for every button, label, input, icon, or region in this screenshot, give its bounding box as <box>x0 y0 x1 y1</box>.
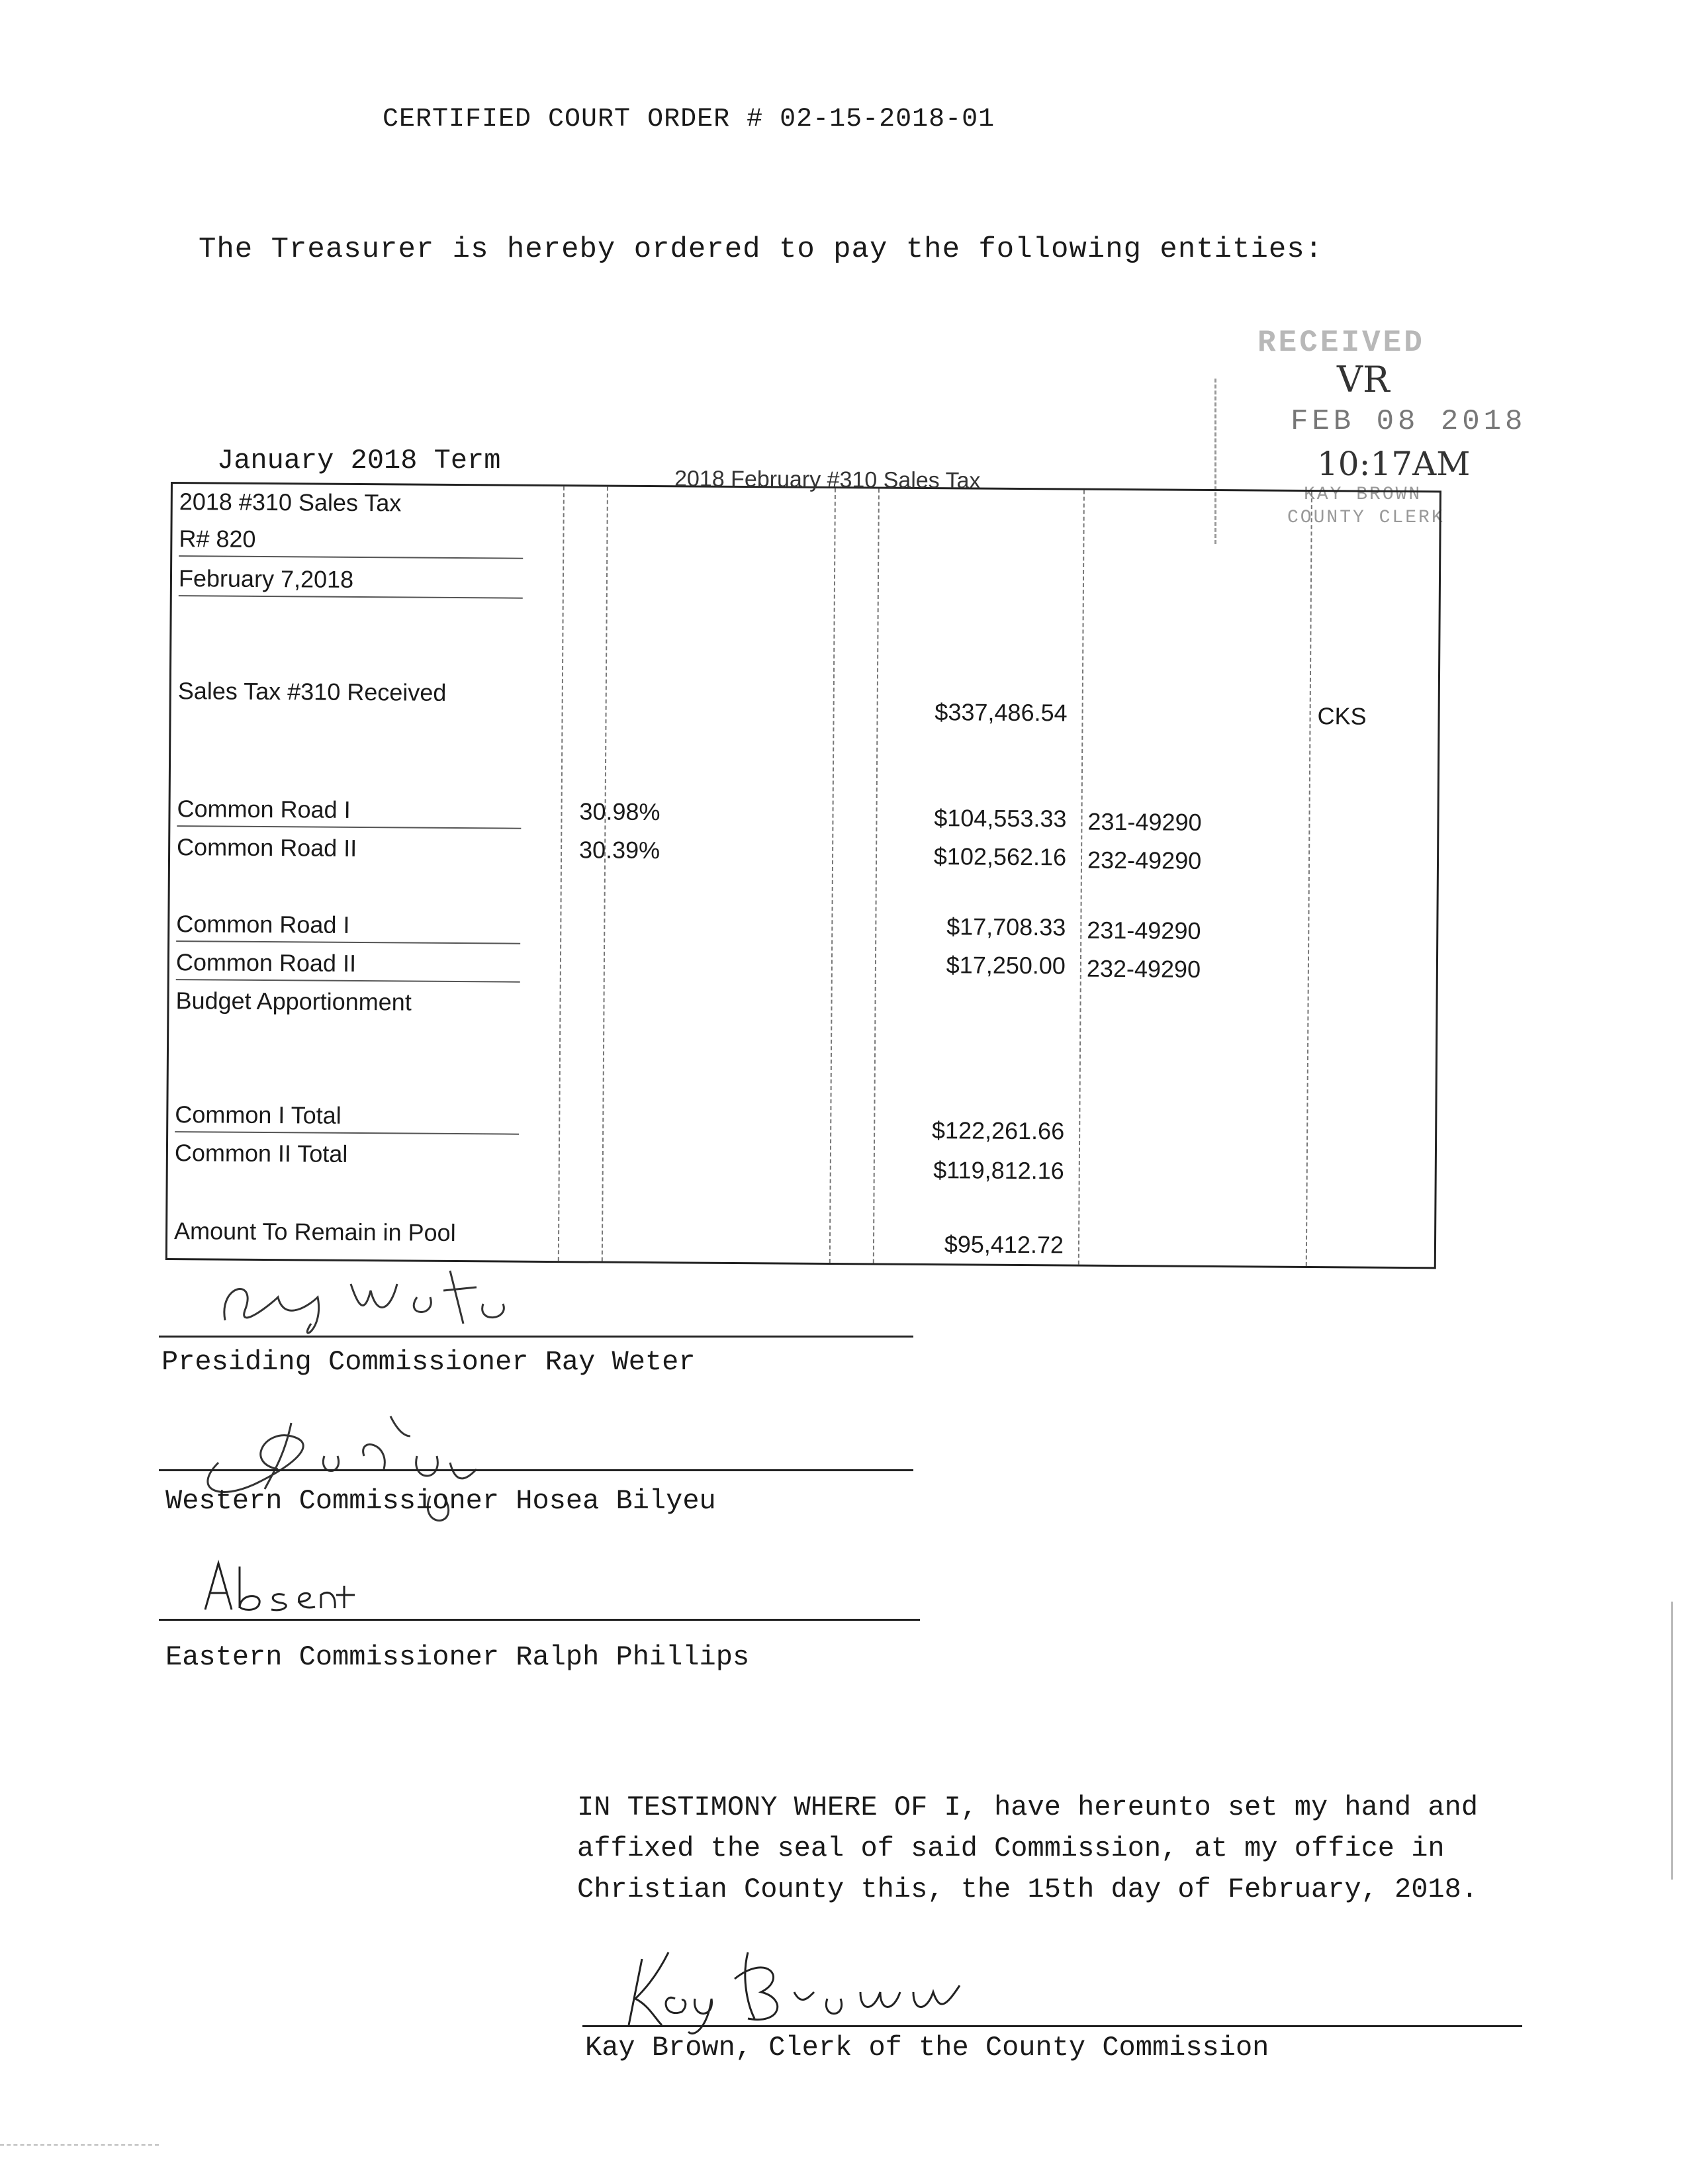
row-underline <box>179 555 523 559</box>
order-title: CERTIFIED COURT ORDER # 02-15-2018-01 <box>383 105 995 134</box>
row-amount: $95,412.72 <box>944 1230 1064 1259</box>
row-amount: $119,812.16 <box>933 1156 1064 1185</box>
term-label: January 2018 Term <box>217 445 501 477</box>
clerk-caption: Kay Brown, Clerk of the County Commission <box>585 2032 1269 2064</box>
stamp-clerk-name: KAY BROWN <box>1304 484 1422 505</box>
row-amount: $337,486.54 <box>935 698 1068 727</box>
table-row <box>169 984 1436 1030</box>
row-label: Budget Apportionment <box>175 987 412 1016</box>
table-row <box>169 907 1436 953</box>
row-note: CKS <box>1317 702 1367 730</box>
row-percent: 30.39% <box>578 836 661 864</box>
row-label: February 7,2018 <box>178 565 354 593</box>
row-underline <box>179 595 523 599</box>
row-underline <box>176 979 520 983</box>
row-label: Sales Tax #310 Received <box>177 677 447 706</box>
sheet-header: 2018 February #310 Sales Tax <box>674 466 981 494</box>
signature-line <box>159 1469 913 1471</box>
signature-line <box>582 2025 1522 2027</box>
signature-line <box>159 1336 913 1338</box>
row-label: Common Road II <box>175 948 357 977</box>
row-amount: $17,250.00 <box>946 951 1066 979</box>
table-row <box>170 831 1437 876</box>
signature-line <box>159 1619 920 1621</box>
row-amount: $122,261.66 <box>931 1116 1065 1145</box>
row-account: 232-49290 <box>1087 846 1202 874</box>
table-row <box>172 562 1439 608</box>
row-label: Common Road I <box>176 910 350 938</box>
row-label: Amount To Remain in Pool <box>173 1217 456 1247</box>
clerk-signature <box>616 1939 1026 2038</box>
row-label: Common Road II <box>177 833 357 862</box>
table-row <box>172 522 1439 568</box>
row-underline <box>175 1131 519 1135</box>
western-commissioner-caption: Western Commissioner Hosea Bilyeu <box>165 1485 716 1517</box>
row-percent: 30.98% <box>579 797 661 826</box>
row-underline <box>177 825 521 829</box>
row-label: R# 820 <box>179 525 256 553</box>
table-row <box>168 1136 1435 1185</box>
testimony-text: IN TESTIMONY WHERE OF I, have hereunto set my hand and affixed the seal of said Commission, at my office in Christian County this, the 15th day of February, 2018. <box>577 1792 1479 1905</box>
eastern-commissioner-caption: Eastern Commissioner Ralph Phillips <box>165 1641 750 1673</box>
presiding-signature <box>199 1257 543 1343</box>
stamp-initials: VR <box>1337 359 1390 400</box>
stamp-date: FEB 08 2018 <box>1291 405 1527 438</box>
sales-tax-sheet <box>165 466 1441 1269</box>
absent-handwriting <box>199 1557 357 1616</box>
row-label: Common II Total <box>174 1139 348 1167</box>
intro-text: The Treasurer is hereby ordered to pay the following entities: <box>199 233 1324 266</box>
row-account: 231-49290 <box>1087 916 1201 944</box>
table-row <box>167 1214 1434 1260</box>
scan-edge-mark <box>1671 1602 1673 1880</box>
row-label: Common Road I <box>177 795 351 823</box>
scan-edge-mark <box>0 2144 159 2146</box>
row-label: Common I Total <box>175 1101 342 1129</box>
row-label: 2018 #310 Sales Tax <box>179 488 402 517</box>
table-row <box>169 946 1436 991</box>
stamp-time: 10:17AM <box>1317 445 1471 483</box>
row-amount: $17,708.33 <box>946 913 1066 941</box>
row-amount: $104,553.33 <box>934 804 1067 833</box>
row-account: 232-49290 <box>1086 954 1201 983</box>
presiding-commissioner-caption: Presiding Commissioner Ray Weter <box>161 1346 696 1378</box>
stamp-received-text: RECEIVED <box>1257 326 1425 360</box>
row-amount: $102,562.16 <box>933 842 1067 871</box>
table-row <box>171 674 1438 730</box>
row-account: 231-49290 <box>1087 807 1202 836</box>
table-row <box>168 1098 1435 1144</box>
stamp-clerk-office: COUNTY CLERK <box>1287 508 1445 528</box>
table-row <box>170 792 1437 838</box>
row-underline <box>176 940 520 944</box>
